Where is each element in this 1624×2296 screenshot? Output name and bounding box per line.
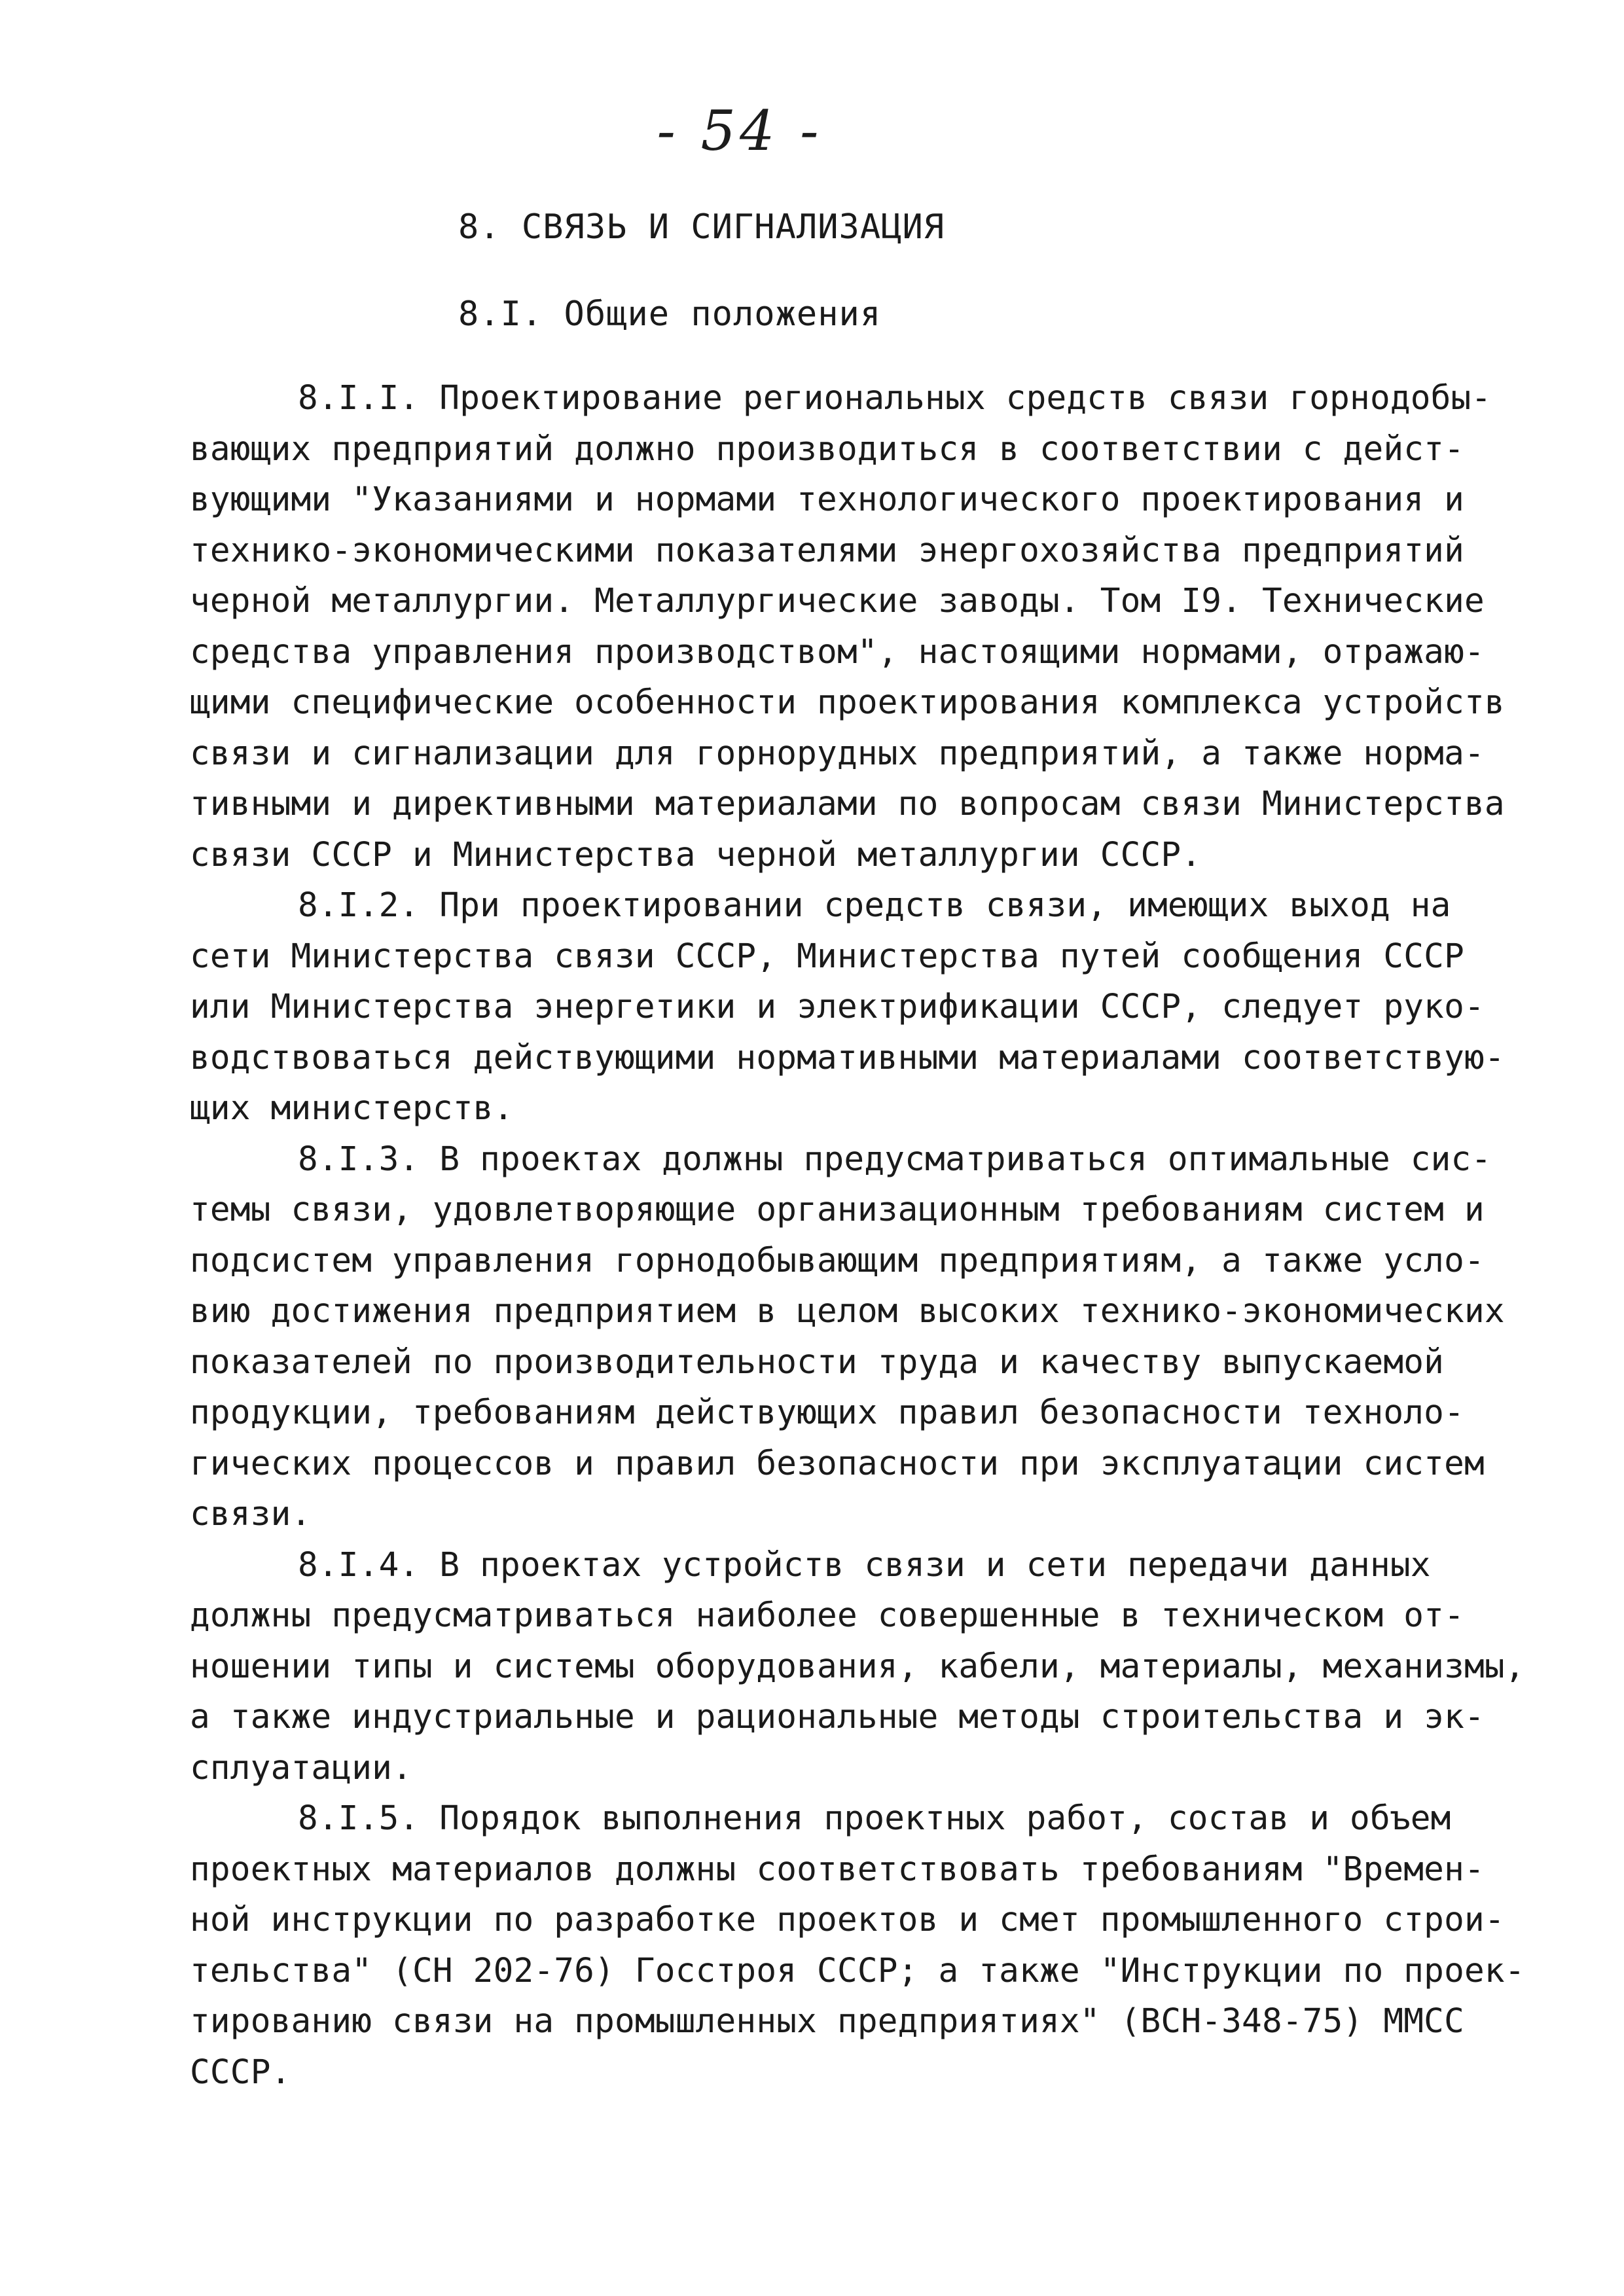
- text-line: сети Министерства связи СССР, Министерства путей сообщения СССР: [190, 937, 1464, 976]
- page-number: - 54 -: [657, 99, 823, 163]
- text-line: СССР.: [190, 2053, 291, 2092]
- text-line: показателей по производительности труда и качеству выпускаемой: [190, 1342, 1445, 1382]
- text-line: технико-экономическими показателями энергохозяйства предприятий: [190, 531, 1464, 570]
- text-line: щих министерств.: [190, 1089, 514, 1128]
- body-text: [190, 373, 1538, 2098]
- text-line: 8.I.3. В проектах должны предусматриваться оптимальные сис-: [298, 1139, 1492, 1179]
- text-line: сплуатации.: [190, 1748, 412, 1787]
- text-line: проектных материалов должны соответствовать требованиям "Времен-: [190, 1850, 1485, 1889]
- text-line: связи СССР и Министерства черной металлургии СССР.: [190, 835, 1202, 874]
- text-line: ношении типы и системы оборудования, кабели, материалы, механизмы,: [190, 1647, 1525, 1686]
- text-line: щими специфические особенности проектирования комплекса устройств: [190, 683, 1505, 722]
- text-line: тированию связи на промышленных предприятиях" (ВСН-348-75) ММСС: [190, 2002, 1464, 2041]
- text-line: а также индустриальные и рациональные методы строительства и эк-: [190, 1698, 1485, 1736]
- text-line: вующими "Указаниями и нормами технологического проектирования и: [190, 480, 1464, 519]
- text-line: 8.I.5. Порядок выполнения проектных работ, состав и объем: [298, 1799, 1451, 1838]
- text-line: связи.: [190, 1495, 312, 1534]
- text-line: темы связи, удовлетворяющие организационным требованиям систем и: [190, 1191, 1485, 1229]
- text-line: ной инструкции по разработке проектов и смет промышленного строи-: [190, 1901, 1505, 1939]
- text-line: водствоваться действующими нормативными материалами соответствую-: [190, 1038, 1505, 1077]
- text-line: вающих предприятий должно производиться в соответствии с дейст-: [190, 429, 1464, 469]
- text-line: 8.I.4. В проектах устройств связи и сети передачи данных: [298, 1545, 1431, 1585]
- text-line: 8.I.2. При проектировании средств связи, имеющих выход на: [298, 886, 1451, 925]
- text-line: продукции, требованиям действующих правил безопасности техноло-: [190, 1393, 1464, 1432]
- text-line: гических процессов и правил безопасности при эксплуатации систем: [190, 1444, 1485, 1483]
- text-line: подсистем управления горнодобывающим предприятиям, а также усло-: [190, 1241, 1485, 1280]
- section-title: 8. СВЯЗЬ И СИГНАЛИЗАЦИЯ: [458, 207, 945, 247]
- text-line: связи и сигнализации для горнорудных предприятий, а также норма-: [190, 734, 1485, 773]
- subsection-title: 8.I. Общие положения: [458, 295, 882, 334]
- text-line: тивными и директивными материалами по вопросам связи Министерства: [190, 785, 1505, 823]
- text-line: тельства" (СН 202-76) Госстроя СССР; а также "Инструкции по проек-: [190, 1951, 1525, 1990]
- text-line: 8.I.I. Проектирование региональных средств связи горнодобы-: [298, 379, 1492, 418]
- text-line: средства управления производством", настоящими нормами, отражаю-: [190, 632, 1485, 672]
- text-line: черной металлургии. Металлургические заводы. Том I9. Технические: [190, 582, 1485, 620]
- text-line: должны предусматриваться наиболее совершенные в техническом от-: [190, 1596, 1464, 1635]
- text-line: или Министерства энергетики и электрификации СССР, следует руко-: [190, 988, 1485, 1026]
- text-line: вию достижения предприятием в целом высоких технико-экономических: [190, 1292, 1505, 1331]
